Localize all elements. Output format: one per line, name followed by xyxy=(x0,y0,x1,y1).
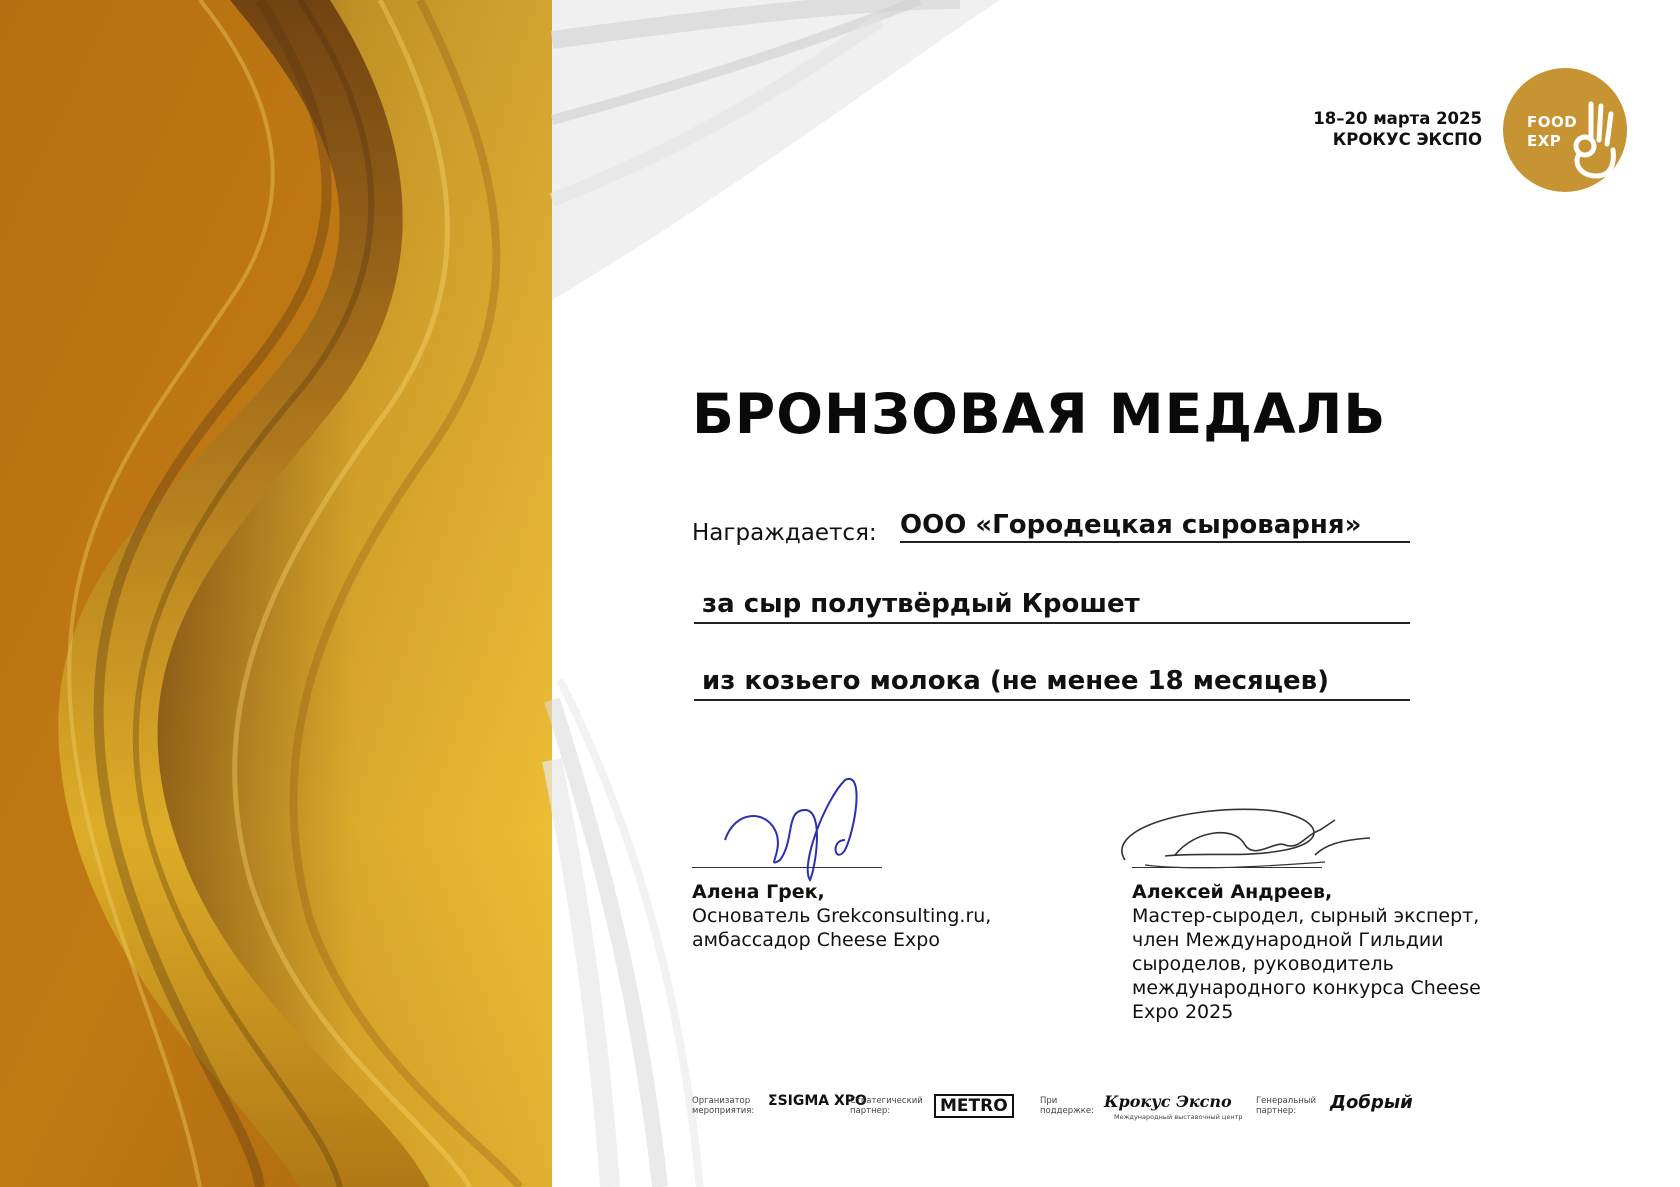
logo-line-2: EXP xyxy=(1527,132,1562,150)
support-caption-line-2: поддержке: xyxy=(1040,1106,1095,1116)
dobry-logo: Добрый xyxy=(1330,1092,1413,1113)
signer-2-desc-line-5: Expo 2025 xyxy=(1132,1001,1234,1023)
signer-2-name: Алексей Андреев, xyxy=(1132,881,1333,903)
event-date: 18–20 марта 2025 xyxy=(1313,109,1482,128)
organizer-caption-line-2: мероприятия: xyxy=(692,1106,755,1116)
footer-strategic-partner xyxy=(850,1092,1020,1122)
food-expo-logo xyxy=(1503,68,1627,192)
signer-2-desc-line-4: международного конкурса Cheese xyxy=(1132,977,1481,999)
strategic-caption-line-1: Стратегический xyxy=(850,1096,923,1106)
support-caption xyxy=(1040,1096,1094,1116)
support-caption-line-1: При xyxy=(1040,1096,1058,1106)
awardee-name: ООО «Городецкая сыроварня» xyxy=(900,510,1362,540)
sigma-expo-logo: ΣSIGMA XPO xyxy=(768,1093,867,1109)
signer-1 xyxy=(692,880,1052,952)
signature-2-line xyxy=(1132,867,1322,868)
signature-1-line xyxy=(692,867,882,868)
signer-2-desc-line-1: Мастер-сыродел, сырный эксперт, xyxy=(1132,905,1480,927)
organizer-caption xyxy=(692,1096,754,1116)
signer-1-desc-line-2: амбассадор Cheese Expo xyxy=(692,929,940,951)
footer-organizer xyxy=(692,1092,867,1122)
signature-2-image xyxy=(1105,800,1385,890)
footer-general-partner xyxy=(1256,1092,1413,1122)
award-title: БРОНЗОВАЯ МЕДАЛЬ xyxy=(692,382,1387,446)
crocus-expo-logo: Крокус Экспо xyxy=(1104,1092,1232,1111)
event-venue: КРОКУС ЭКСПО xyxy=(1332,130,1482,149)
general-caption-line-2: партнер: xyxy=(1256,1106,1297,1116)
logo-line-1: FOOD xyxy=(1527,113,1578,131)
general-caption xyxy=(1256,1096,1316,1116)
award-reason-text-2: из козьего молока (не менее 18 месяцев) xyxy=(702,666,1329,696)
crocus-expo-subtitle: Международный выставочный центр xyxy=(1114,1113,1243,1121)
organizer-caption-line-1: Организатор xyxy=(692,1096,751,1106)
signer-2-desc-line-3: сыроделов, руководитель xyxy=(1132,953,1394,975)
signature-1-image xyxy=(715,770,885,890)
awarded-label: Награждается: xyxy=(692,520,877,546)
strategic-caption xyxy=(850,1096,923,1116)
footer-support xyxy=(1040,1092,1243,1122)
award-reason-line-2 xyxy=(694,665,1410,701)
award-reason-text-1: за сыр полутвёрдый Крошет xyxy=(702,589,1140,619)
metro-logo: METRO xyxy=(934,1094,1014,1118)
signer-2 xyxy=(1132,880,1512,1024)
award-reason-line-1 xyxy=(694,588,1410,624)
event-info xyxy=(1313,108,1482,150)
signer-2-desc-line-2: член Международной Гильдии xyxy=(1132,929,1444,951)
signer-1-desc-line-1: Основатель Grekconsulting.ru, xyxy=(692,905,992,927)
ok-hand-icon xyxy=(1503,68,1627,192)
awardee-line xyxy=(900,509,1410,543)
general-caption-line-1: Генеральный xyxy=(1256,1096,1317,1106)
strategic-caption-line-2: партнер: xyxy=(850,1106,891,1116)
signer-1-name: Алена Грек, xyxy=(692,881,825,903)
